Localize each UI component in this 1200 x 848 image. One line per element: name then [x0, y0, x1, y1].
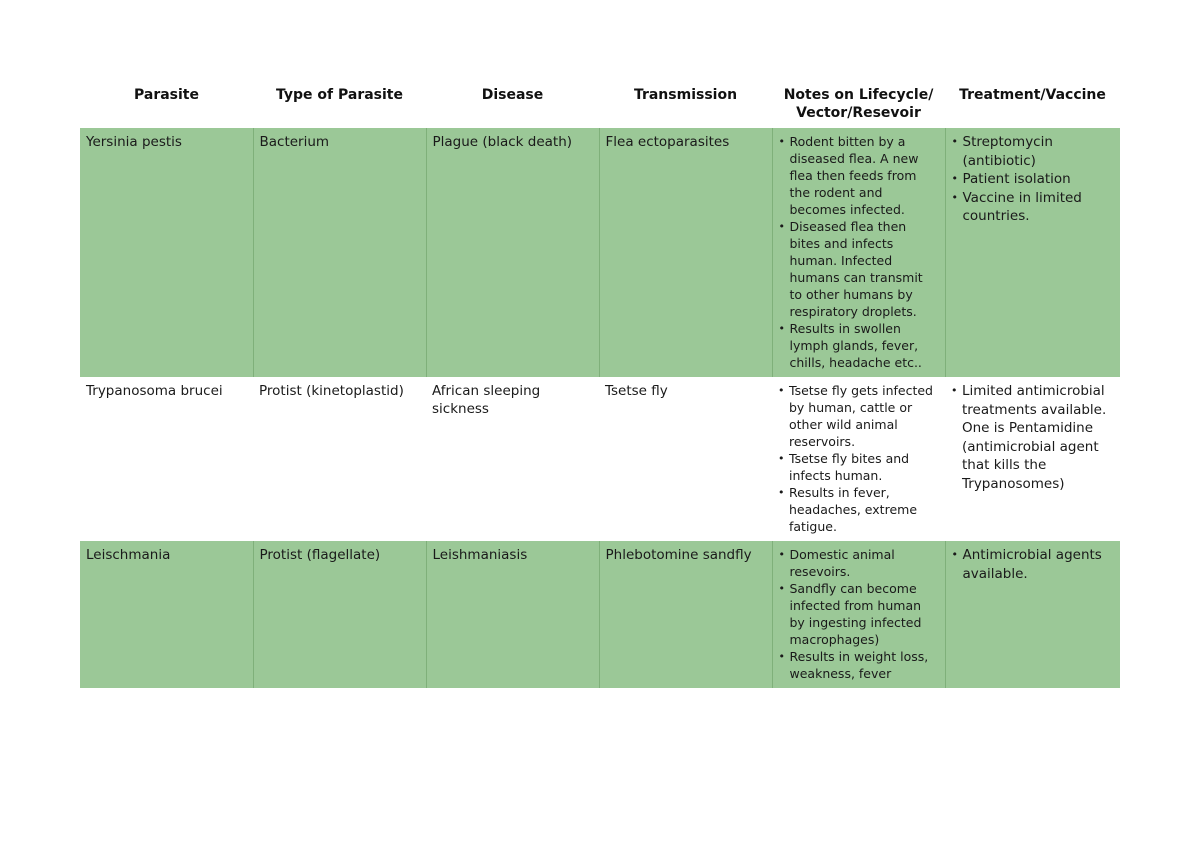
list-item: • Sandfly can become infected from human by ingesting infected macrophages) [779, 580, 939, 648]
cell-disease: Leishmaniasis [426, 541, 599, 688]
list-item: • Vaccine in limited countries. [952, 189, 1115, 226]
list-item: • Antimicrobial agents available. [952, 546, 1115, 583]
cell-treatment [945, 541, 1120, 688]
parasite-table-page [80, 84, 1120, 688]
cell-notes [772, 128, 945, 377]
list-item: • Results in swollen lymph glands, fever, chills, headache etc.. [779, 320, 939, 371]
notes-list [778, 382, 939, 535]
header-disease: Disease [481, 87, 544, 103]
list-item: • Limited antimicrobial treatments available. One is Pentamidine (antimicrobial agent that kills the Trypanosomes) [951, 382, 1114, 493]
cell-transmission: Tsetse fly [599, 377, 772, 541]
list-item: • Streptomycin (antibiotic) [952, 133, 1115, 170]
cell-type: Bacterium [253, 128, 426, 377]
cell-type: Protist (kinetoplastid) [253, 377, 426, 541]
cell-notes [772, 541, 945, 688]
cell-transmission: Flea ectoparasites [599, 128, 772, 377]
cell-parasite: Yersinia pestis [80, 128, 253, 377]
list-item: • Tsetse fly gets infected by human, cattle or other wild animal reservoirs. [778, 382, 939, 450]
header-type: Type of Parasite [276, 87, 403, 103]
table-row [80, 377, 1120, 541]
cell-parasite: Leischmania [80, 541, 253, 688]
treatment-list [952, 133, 1115, 226]
list-item: • Patient isolation [952, 170, 1115, 189]
list-item: • Results in fever, headaches, extreme fatigue. [778, 484, 939, 535]
header-parasite: Parasite [133, 87, 199, 103]
cell-disease: Plague (black death) [426, 128, 599, 377]
cell-disease: African sleeping sickness [426, 377, 599, 541]
cell-parasite: Trypanosoma brucei [80, 377, 253, 541]
list-item: • Diseased flea then bites and infects human. Infected humans can transmit to other humans by respiratory droplets. [779, 218, 939, 320]
table-row [80, 128, 1120, 377]
cell-treatment [945, 128, 1120, 377]
treatment-list [951, 382, 1114, 493]
cell-transmission: Phlebotomine sandfly [599, 541, 772, 688]
list-item: • Rodent bitten by a diseased flea. A new flea then feeds from the rodent and becomes infected. [779, 133, 939, 218]
parasite-table [80, 84, 1120, 688]
table-row [80, 541, 1120, 688]
cell-treatment [945, 377, 1120, 541]
cell-notes [772, 377, 945, 541]
header-transmission: Transmission [633, 87, 738, 103]
notes-list [779, 546, 939, 682]
list-item: • Domestic animal resevoirs. [779, 546, 939, 580]
notes-list [779, 133, 939, 371]
header-treatment: Treatment/Vaccine [959, 87, 1106, 103]
list-item: • Results in weight loss, weakness, fever [779, 648, 939, 682]
treatment-list [952, 546, 1115, 583]
header-row [80, 84, 1120, 128]
cell-type: Protist (flagellate) [253, 541, 426, 688]
header-notes: Notes on Lifecycle/ Vector/Resevoir [783, 87, 934, 121]
list-item: • Tsetse fly bites and infects human. [778, 450, 939, 484]
